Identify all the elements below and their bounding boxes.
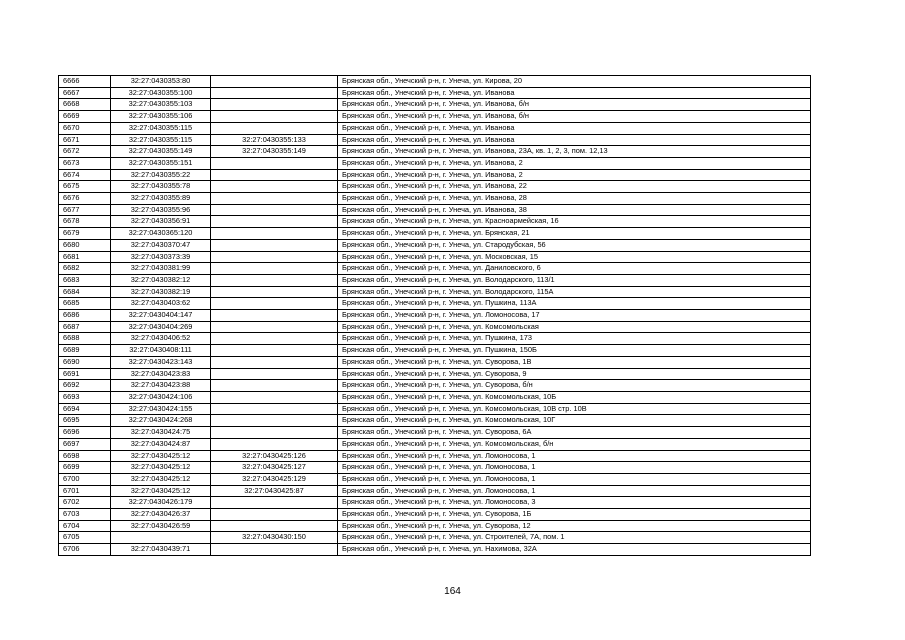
cadastral-number-cell: 32:27:0430423:83	[111, 368, 211, 380]
row-number-cell: 6691	[59, 368, 111, 380]
cadastral-number-cell: 32:27:0430355:115	[111, 122, 211, 134]
row-number-cell: 6674	[59, 169, 111, 181]
address-cell: Брянская обл., Унечский р-н, г. Унеча, ул. Суворова, 1В	[338, 356, 811, 368]
table-row	[59, 485, 811, 497]
table-row	[59, 239, 811, 251]
cadastral-number-cell: 32:27:0430355:96	[111, 204, 211, 216]
row-number-cell: 6667	[59, 87, 111, 99]
row-number-cell: 6692	[59, 380, 111, 392]
cadastral-number-cell: 32:27:0430424:106	[111, 391, 211, 403]
row-number-cell: 6673	[59, 157, 111, 169]
address-cell: Брянская обл., Унечский р-н, г. Унеча, ул. Иванова, б/н	[338, 99, 811, 111]
linked-cadastral-number-cell: 32:27:0430425:129	[211, 473, 338, 485]
cadastral-number-cell: 32:27:0430424:87	[111, 438, 211, 450]
linked-cadastral-number-cell	[211, 216, 338, 228]
cadastral-number-cell: 32:27:0430355:89	[111, 193, 211, 205]
cadastral-number-cell	[111, 532, 211, 544]
row-number-cell: 6668	[59, 99, 111, 111]
cadastral-number-cell: 32:27:0430355:100	[111, 87, 211, 99]
cadastral-number-cell: 32:27:0430355:106	[111, 111, 211, 123]
cadastral-number-cell: 32:27:0430426:59	[111, 520, 211, 532]
table-row	[59, 204, 811, 216]
linked-cadastral-number-cell	[211, 497, 338, 509]
cadastral-number-cell: 32:27:0430425:12	[111, 473, 211, 485]
address-cell: Брянская обл., Унечский р-н, г. Унеча, ул. Пушкина, 113А	[338, 298, 811, 310]
cadastral-number-cell: 32:27:0430425:12	[111, 485, 211, 497]
cadastral-number-cell: 32:27:0430365:120	[111, 228, 211, 240]
row-number-cell: 6690	[59, 356, 111, 368]
linked-cadastral-number-cell	[211, 122, 338, 134]
cadastral-number-cell: 32:27:0430356:91	[111, 216, 211, 228]
row-number-cell: 6703	[59, 509, 111, 521]
linked-cadastral-number-cell	[211, 427, 338, 439]
row-number-cell: 6678	[59, 216, 111, 228]
cadastral-number-cell: 32:27:0430424:268	[111, 415, 211, 427]
address-cell: Брянская обл., Унечский р-н, г. Унеча, ул. Иванова	[338, 87, 811, 99]
cadastral-number-cell: 32:27:0430382:19	[111, 286, 211, 298]
row-number-cell: 6699	[59, 462, 111, 474]
row-number-cell: 6677	[59, 204, 111, 216]
cadastral-number-cell: 32:27:0430406:52	[111, 333, 211, 345]
row-number-cell: 6681	[59, 251, 111, 263]
table-row	[59, 87, 811, 99]
row-number-cell: 6684	[59, 286, 111, 298]
cadastral-number-cell: 32:27:0430424:155	[111, 403, 211, 415]
row-number-cell: 6688	[59, 333, 111, 345]
linked-cadastral-number-cell	[211, 239, 338, 251]
linked-cadastral-number-cell	[211, 251, 338, 263]
row-number-cell: 6680	[59, 239, 111, 251]
address-cell: Брянская обл., Унечский р-н, г. Унеча, ул. Володарского, 115А	[338, 286, 811, 298]
table-row	[59, 274, 811, 286]
linked-cadastral-number-cell	[211, 438, 338, 450]
row-number-cell: 6702	[59, 497, 111, 509]
table-row	[59, 356, 811, 368]
table-row	[59, 76, 811, 88]
table-body	[59, 76, 811, 556]
address-cell: Брянская обл., Унечский р-н, г. Унеча, ул. Комсомольская, 10В стр. 10В	[338, 403, 811, 415]
linked-cadastral-number-cell	[211, 368, 338, 380]
linked-cadastral-number-cell	[211, 321, 338, 333]
linked-cadastral-number-cell	[211, 286, 338, 298]
cadastral-number-cell: 32:27:0430426:37	[111, 509, 211, 521]
table-row	[59, 169, 811, 181]
row-number-cell: 6704	[59, 520, 111, 532]
address-cell: Брянская обл., Унечский р-н, г. Унеча, ул. Ломоносова, 1	[338, 462, 811, 474]
cadastral-number-cell: 32:27:0430404:147	[111, 310, 211, 322]
table-row	[59, 391, 811, 403]
table-row	[59, 298, 811, 310]
linked-cadastral-number-cell	[211, 415, 338, 427]
linked-cadastral-number-cell: 32:27:0430355:133	[211, 134, 338, 146]
address-cell: Брянская обл., Унечский р-н, г. Унеча, ул. Нахимова, 32А	[338, 544, 811, 556]
row-number-cell: 6669	[59, 111, 111, 123]
row-number-cell: 6679	[59, 228, 111, 240]
row-number-cell: 6687	[59, 321, 111, 333]
table-row	[59, 263, 811, 275]
table-row	[59, 333, 811, 345]
linked-cadastral-number-cell	[211, 181, 338, 193]
row-number-cell: 6706	[59, 544, 111, 556]
address-cell: Брянская обл., Унечский р-н, г. Унеча, ул. Суворова, б/н	[338, 380, 811, 392]
page-number: 164	[444, 586, 461, 597]
row-number-cell: 6693	[59, 391, 111, 403]
table-row	[59, 520, 811, 532]
linked-cadastral-number-cell	[211, 520, 338, 532]
address-cell: Брянская обл., Унечский р-н, г. Унеча, ул. Кирова, 20	[338, 76, 811, 88]
cadastral-number-cell: 32:27:0430425:12	[111, 462, 211, 474]
table-row	[59, 415, 811, 427]
row-number-cell: 6698	[59, 450, 111, 462]
linked-cadastral-number-cell	[211, 544, 338, 556]
linked-cadastral-number-cell	[211, 76, 338, 88]
address-cell: Брянская обл., Унечский р-н, г. Унеча, ул. Пушкина, 150Б	[338, 345, 811, 357]
table-row	[59, 228, 811, 240]
address-cell: Брянская обл., Унечский р-н, г. Унеча, ул. Стародубская, 56	[338, 239, 811, 251]
cadastral-number-cell: 32:27:0430423:143	[111, 356, 211, 368]
table-row	[59, 462, 811, 474]
linked-cadastral-number-cell	[211, 111, 338, 123]
address-cell: Брянская обл., Унечский р-н, г. Унеча, ул. Суворова, 12	[338, 520, 811, 532]
table-row	[59, 134, 811, 146]
address-cell: Брянская обл., Унечский р-н, г. Унеча, ул. Ломоносова, 1	[338, 485, 811, 497]
address-cell: Брянская обл., Унечский р-н, г. Унеча, ул. Иванова, 2	[338, 157, 811, 169]
linked-cadastral-number-cell	[211, 391, 338, 403]
address-cell: Брянская обл., Унечский р-н, г. Унеча, ул. Володарского, 113/1	[338, 274, 811, 286]
cadastral-number-cell: 32:27:0430355:151	[111, 157, 211, 169]
linked-cadastral-number-cell	[211, 274, 338, 286]
table-row	[59, 345, 811, 357]
cadastral-number-cell: 32:27:0430355:103	[111, 99, 211, 111]
table-row	[59, 122, 811, 134]
cadastral-number-cell: 32:27:0430403:62	[111, 298, 211, 310]
table-row	[59, 216, 811, 228]
table-row	[59, 544, 811, 556]
address-cell: Брянская обл., Унечский р-н, г. Унеча, ул. Иванова, 28	[338, 193, 811, 205]
row-number-cell: 6683	[59, 274, 111, 286]
address-cell: Брянская обл., Унечский р-н, г. Унеча, ул. Брянская, 21	[338, 228, 811, 240]
row-number-cell: 6670	[59, 122, 111, 134]
table-row	[59, 497, 811, 509]
cadastral-number-cell: 32:27:0430355:22	[111, 169, 211, 181]
linked-cadastral-number-cell: 32:27:0430430:150	[211, 532, 338, 544]
linked-cadastral-number-cell: 32:27:0430355:149	[211, 146, 338, 158]
table-row	[59, 380, 811, 392]
cadastral-number-cell: 32:27:0430425:12	[111, 450, 211, 462]
cadastral-number-cell: 32:27:0430404:269	[111, 321, 211, 333]
table-row	[59, 321, 811, 333]
address-cell: Брянская обл., Унечский р-н, г. Унеча, ул. Иванова, 2	[338, 169, 811, 181]
row-number-cell: 6695	[59, 415, 111, 427]
table-row	[59, 532, 811, 544]
registry-table	[58, 75, 811, 556]
linked-cadastral-number-cell	[211, 87, 338, 99]
table-row	[59, 368, 811, 380]
address-cell: Брянская обл., Унечский р-н, г. Унеча, ул. Комсомольская, 10Б	[338, 391, 811, 403]
address-cell: Брянская обл., Унечский р-н, г. Унеча, ул. Даниловского, 6	[338, 263, 811, 275]
table-row	[59, 310, 811, 322]
cadastral-number-cell: 32:27:0430426:179	[111, 497, 211, 509]
linked-cadastral-number-cell	[211, 99, 338, 111]
linked-cadastral-number-cell: 32:27:0430425:87	[211, 485, 338, 497]
row-number-cell: 6697	[59, 438, 111, 450]
address-cell: Брянская обл., Унечский р-н, г. Унеча, ул. Иванова	[338, 122, 811, 134]
address-cell: Брянская обл., Унечский р-н, г. Унеча, ул. Суворова, 6А	[338, 427, 811, 439]
row-number-cell: 6705	[59, 532, 111, 544]
row-number-cell: 6671	[59, 134, 111, 146]
table-row	[59, 111, 811, 123]
address-cell: Брянская обл., Унечский р-н, г. Унеча, ул. Иванова, 23А, кв. 1, 2, 3, пом. 12,13	[338, 146, 811, 158]
table-row	[59, 473, 811, 485]
linked-cadastral-number-cell	[211, 157, 338, 169]
cadastral-number-cell: 32:27:0430439:71	[111, 544, 211, 556]
address-cell: Брянская обл., Унечский р-н, г. Унеча, ул. Ломоносова, 3	[338, 497, 811, 509]
linked-cadastral-number-cell	[211, 403, 338, 415]
linked-cadastral-number-cell	[211, 193, 338, 205]
address-cell: Брянская обл., Унечский р-н, г. Унеча, ул. Иванова, б/н	[338, 111, 811, 123]
linked-cadastral-number-cell	[211, 333, 338, 345]
address-cell: Брянская обл., Унечский р-н, г. Унеча, ул. Московская, 15	[338, 251, 811, 263]
table-row	[59, 438, 811, 450]
table-row	[59, 146, 811, 158]
linked-cadastral-number-cell	[211, 263, 338, 275]
linked-cadastral-number-cell	[211, 310, 338, 322]
row-number-cell: 6694	[59, 403, 111, 415]
address-cell: Брянская обл., Унечский р-н, г. Унеча, ул. Ломоносова, 1	[338, 473, 811, 485]
row-number-cell: 6672	[59, 146, 111, 158]
address-cell: Брянская обл., Унечский р-н, г. Унеча, ул. Иванова	[338, 134, 811, 146]
address-cell: Брянская обл., Унечский р-н, г. Унеча, ул. Ломоносова, 17	[338, 310, 811, 322]
table-row	[59, 427, 811, 439]
table-row	[59, 157, 811, 169]
cadastral-number-cell: 32:27:0430423:88	[111, 380, 211, 392]
cadastral-number-cell: 32:27:0430373:39	[111, 251, 211, 263]
linked-cadastral-number-cell	[211, 380, 338, 392]
row-number-cell: 6696	[59, 427, 111, 439]
row-number-cell: 6675	[59, 181, 111, 193]
linked-cadastral-number-cell	[211, 345, 338, 357]
row-number-cell: 6689	[59, 345, 111, 357]
linked-cadastral-number-cell	[211, 509, 338, 521]
cadastral-number-cell: 32:27:0430355:115	[111, 134, 211, 146]
table-row	[59, 99, 811, 111]
address-cell: Брянская обл., Унечский р-н, г. Унеча, ул. Ломоносова, 1	[338, 450, 811, 462]
linked-cadastral-number-cell	[211, 228, 338, 240]
linked-cadastral-number-cell	[211, 204, 338, 216]
address-cell: Брянская обл., Унечский р-н, г. Унеча, ул. Суворова, 9	[338, 368, 811, 380]
cadastral-number-cell: 32:27:0430424:75	[111, 427, 211, 439]
row-number-cell: 6686	[59, 310, 111, 322]
cadastral-number-cell: 32:27:0430355:149	[111, 146, 211, 158]
table-row	[59, 509, 811, 521]
linked-cadastral-number-cell	[211, 169, 338, 181]
cadastral-number-cell: 32:27:0430355:78	[111, 181, 211, 193]
address-cell: Брянская обл., Унечский р-н, г. Унеча, ул. Строителей, 7А, пом. 1	[338, 532, 811, 544]
table-row	[59, 286, 811, 298]
cadastral-number-cell: 32:27:0430382:12	[111, 274, 211, 286]
row-number-cell: 6700	[59, 473, 111, 485]
table-row	[59, 193, 811, 205]
table-row	[59, 450, 811, 462]
address-cell: Брянская обл., Унечский р-н, г. Унеча, ул. Комсомольская, 10Г	[338, 415, 811, 427]
row-number-cell: 6682	[59, 263, 111, 275]
linked-cadastral-number-cell	[211, 298, 338, 310]
row-number-cell: 6666	[59, 76, 111, 88]
address-cell: Брянская обл., Унечский р-н, г. Унеча, ул. Иванова, 38	[338, 204, 811, 216]
linked-cadastral-number-cell: 32:27:0430425:126	[211, 450, 338, 462]
address-cell: Брянская обл., Унечский р-н, г. Унеча, ул. Иванова, 22	[338, 181, 811, 193]
cadastral-number-cell: 32:27:0430353:80	[111, 76, 211, 88]
table-row	[59, 181, 811, 193]
table-row	[59, 403, 811, 415]
address-cell: Брянская обл., Унечский р-н, г. Унеча, ул. Комсомольская, б/н	[338, 438, 811, 450]
row-number-cell: 6701	[59, 485, 111, 497]
row-number-cell: 6685	[59, 298, 111, 310]
cadastral-number-cell: 32:27:0430408:111	[111, 345, 211, 357]
table-row	[59, 251, 811, 263]
linked-cadastral-number-cell	[211, 356, 338, 368]
address-cell: Брянская обл., Унечский р-н, г. Унеча, ул. Красноармейская, 16	[338, 216, 811, 228]
cadastral-number-cell: 32:27:0430370:47	[111, 239, 211, 251]
address-cell: Брянская обл., Унечский р-н, г. Унеча, ул. Пушкина, 173	[338, 333, 811, 345]
cadastral-number-cell: 32:27:0430381:99	[111, 263, 211, 275]
address-cell: Брянская обл., Унечский р-н, г. Унеча, ул. Суворова, 1Б	[338, 509, 811, 521]
row-number-cell: 6676	[59, 193, 111, 205]
address-cell: Брянская обл., Унечский р-н, г. Унеча, ул. Комсомольская	[338, 321, 811, 333]
linked-cadastral-number-cell: 32:27:0430425:127	[211, 462, 338, 474]
